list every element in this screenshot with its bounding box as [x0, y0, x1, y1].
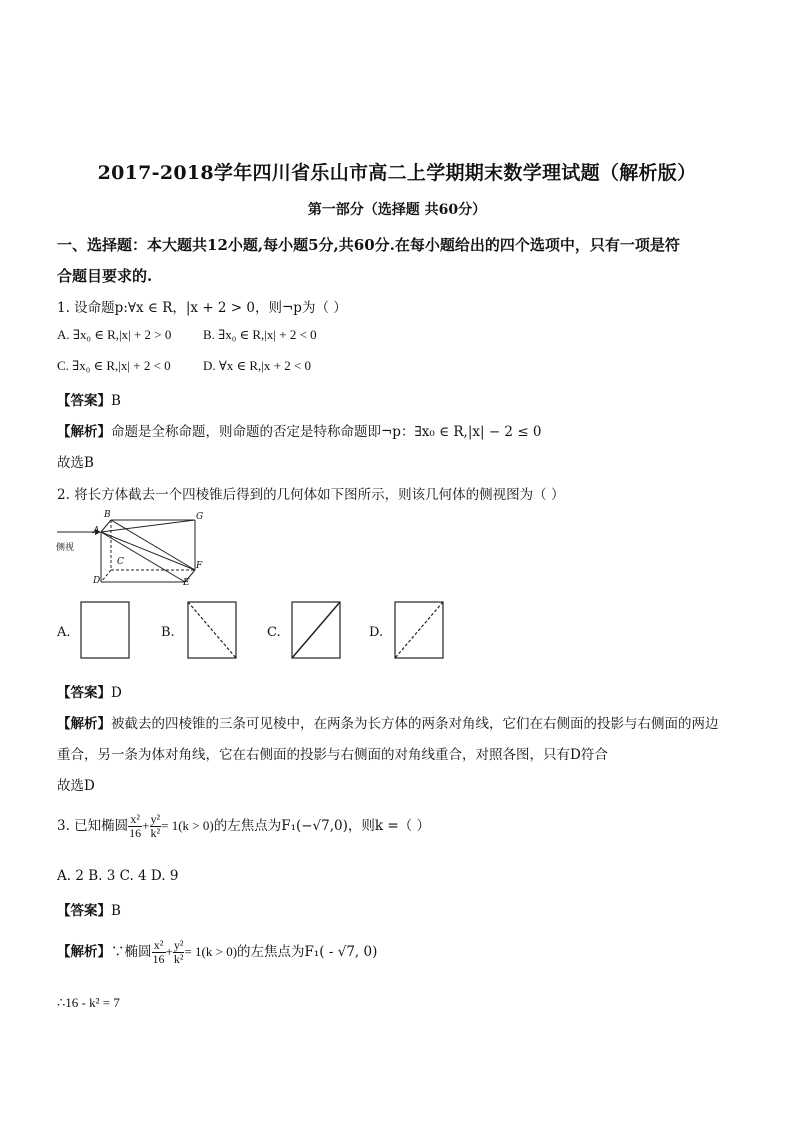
- q3-frac2-den: k²: [150, 826, 161, 840]
- q2-option-a-label: A.: [57, 625, 71, 640]
- q3-analysis: [57, 938, 377, 966]
- q1-option-d: D. ∀x ∈ R,|x + 2 < 0: [203, 358, 312, 373]
- q2-point-d: D: [93, 576, 101, 586]
- q3-analysis-frac2-den: k²: [173, 952, 184, 966]
- q3-fraction-y: [150, 813, 162, 840]
- q2-side-view-label: 侧视: [56, 543, 75, 553]
- q3-analysis-mid: = 1(k > 0): [184, 944, 238, 959]
- q3-analysis-label: 【解析】: [57, 944, 111, 960]
- q3-analysis-frac1-num: x²: [152, 939, 166, 953]
- q2-point-c: C: [117, 557, 124, 567]
- q3-stem-mid: = 1(k > 0): [161, 818, 214, 833]
- q2-option-a-figure: [80, 601, 130, 659]
- q2-solid-figure: [55, 510, 215, 590]
- q3-analysis-frac2-num: y²: [173, 938, 184, 952]
- q2-option-d-label: D.: [369, 625, 384, 640]
- q2-point-a: A: [93, 526, 100, 536]
- section-heading-line1: 一、选择题：本大题共12小题,每小题5分,共60分.在每小题给出的四个选项中，只有一项是符: [57, 236, 680, 254]
- q3-fraction-x: [128, 813, 142, 840]
- q2-option-d-figure: [394, 601, 444, 659]
- q3-answer-value: B: [111, 903, 121, 919]
- q3-plus: +: [142, 818, 150, 833]
- q1-option-b: B. ∃x₀ ∈ R,|x| + 2 < 0: [203, 327, 317, 342]
- q1-option-a: A. ∃x₀ ∈ R,|x| + 2 > 0: [57, 327, 172, 342]
- q3-options: A. 2 B. 3 C. 4 D. 9: [57, 868, 179, 884]
- q2-option-c-figure: [291, 601, 341, 659]
- q2-analysis-text1: 被截去的四棱锥的三条可见棱中，在两条为长方体的两条对角线，它们在右侧面的投影与右侧面的两边: [111, 716, 719, 732]
- q3-stem-post: 的左焦点为F₁(−√7,0)，则k =（ ）: [213, 818, 430, 834]
- q2-option-b-label: B.: [161, 625, 175, 640]
- q1-answer-value: B: [111, 393, 121, 409]
- q2-point-b: B: [104, 510, 111, 520]
- q3-analysis-fraction-x: [152, 939, 166, 966]
- q3-analysis-fraction-y: [173, 939, 185, 966]
- q2-answer-label: 【答案】: [57, 685, 111, 701]
- q3-analysis-frac1-den: 16: [152, 952, 165, 966]
- q1-answer: [57, 389, 121, 409]
- q2-analysis-line1: [57, 712, 719, 732]
- q1-analysis: [57, 420, 542, 440]
- q3-answer-label: 【答案】: [57, 903, 111, 919]
- q2-option-b-figure: [187, 601, 237, 659]
- q2-point-f: F: [196, 561, 203, 571]
- q1-answer-label: 【答案】: [57, 393, 111, 409]
- q3-stem: [57, 812, 430, 840]
- section-heading-line2: 合题目要求的.: [57, 267, 153, 285]
- q3-analysis-post: 的左焦点为F₁( - √7, 0): [237, 944, 378, 960]
- q2-answer-value: D: [111, 685, 122, 701]
- q2-analysis-label: 【解析】: [57, 716, 111, 732]
- q2-conclusion: 故选D: [57, 778, 95, 794]
- q3-frac1-den: 16: [129, 826, 142, 840]
- q2-option-c-label: C.: [267, 625, 281, 640]
- q1-analysis-label: 【解析】: [57, 424, 111, 440]
- q2-analysis-line2: 重合，另一条为体对角线，它在右侧面的投影与右侧面的对角线重合，对照各图，只有D符合: [57, 747, 608, 763]
- q3-frac1-num: x²: [128, 813, 142, 827]
- q3-analysis-pre: ∵椭圆: [111, 944, 152, 960]
- q3-stem-pre: 3. 已知椭圆: [57, 818, 129, 834]
- q1-stem: 1. 设命题p:∀x ∈ R，|x + 2 > 0，则¬p为（ ）: [57, 300, 347, 316]
- q3-therefore: ∴16 - k² = 7: [57, 995, 120, 1010]
- q3-frac2-num: y²: [150, 812, 161, 826]
- q2-answer: [57, 681, 122, 701]
- q3-answer: [57, 899, 121, 919]
- q1-option-c: C. ∃x₀ ∈ R,|x| + 2 < 0: [57, 358, 171, 373]
- q1-analysis-text: 命题是全称命题，则命题的否定是特称命题即¬p：∃x₀ ∈ R,|x| − 2 ≤ 0: [111, 424, 542, 440]
- q2-stem: 2. 将长方体截去一个四棱锥后得到的几何体如下图所示，则该几何体的侧视图为（ ）: [57, 487, 565, 503]
- q2-point-g: G: [196, 512, 204, 522]
- part-subtitle: 第一部分（选择题 共60分）: [307, 202, 487, 218]
- q1-conclusion: 故选B: [57, 455, 94, 471]
- q2-point-e: E: [183, 578, 190, 588]
- q3-analysis-plus: +: [165, 944, 173, 959]
- page-title: 2017-2018学年四川省乐山市高二上学期期末数学理试题（解析版）: [97, 162, 697, 184]
